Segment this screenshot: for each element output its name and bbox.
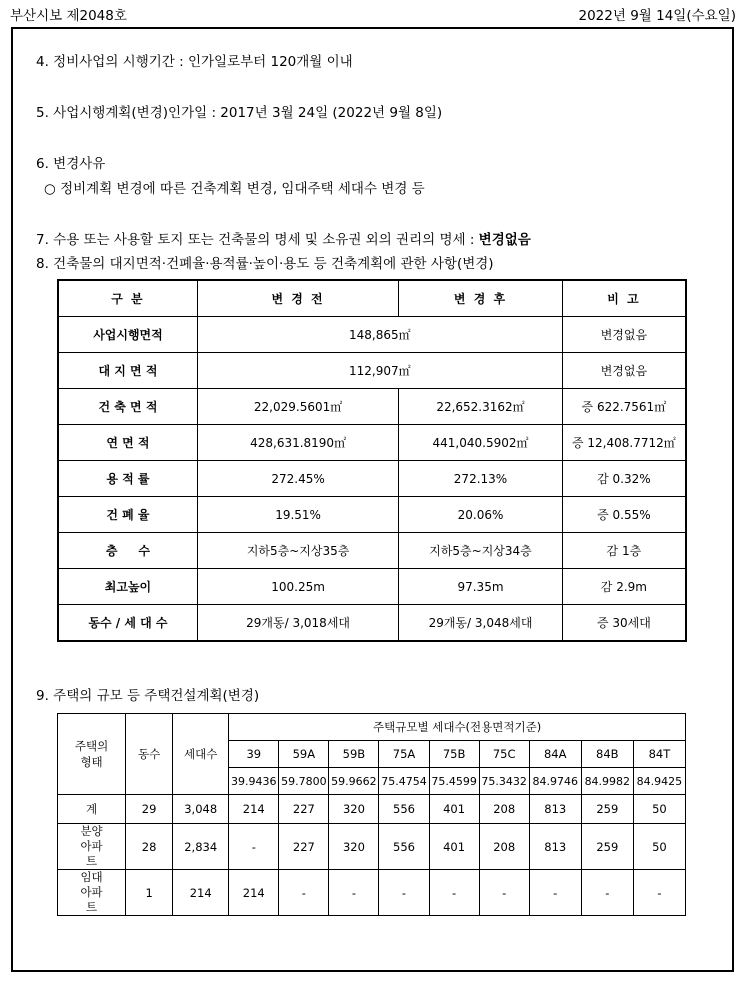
note-cell: 변경없음	[562, 317, 686, 353]
count-cell: 259	[581, 795, 633, 824]
row-label: 건 폐 율	[58, 497, 197, 533]
note-cell: 증 30세대	[562, 605, 686, 642]
units-cell: 2,834	[173, 824, 229, 870]
count-cell: 214	[229, 870, 279, 916]
count-cell: 320	[329, 824, 379, 870]
housing-plan-table	[57, 713, 686, 916]
note-cell: 감 1층	[562, 533, 686, 569]
type-header: 주택의 형태	[58, 714, 126, 795]
area-value: 75.4754	[379, 768, 429, 795]
count-cell: 208	[479, 795, 529, 824]
size-type: 39	[229, 741, 279, 768]
item-7-text: 7. 수용 또는 사용할 토지 또는 건축물의 명세 및 소유권 외의 권리의 명세 :	[36, 232, 475, 248]
row-label: 사업시행면적	[58, 317, 197, 353]
count-cell: 813	[529, 795, 581, 824]
count-cell: 50	[633, 824, 685, 870]
count-cell: 214	[229, 795, 279, 824]
table-row	[58, 870, 686, 916]
area-value: 75.4599	[429, 768, 479, 795]
count-cell: 401	[429, 824, 479, 870]
area-value: 84.9982	[581, 768, 633, 795]
col-header-note: 비 고	[562, 280, 686, 317]
after-cell: 29개동/ 3,048세대	[399, 605, 563, 642]
bulletin-date: 2022년 9월 14일(수요일)	[578, 8, 736, 24]
row-label: 최고높이	[58, 569, 197, 605]
table-row	[58, 461, 686, 497]
area-value: 59.9662	[329, 768, 379, 795]
size-type: 84A	[529, 741, 581, 768]
item-5: 5. 사업시행계획(변경)인가일 : 2017년 3월 24일 (2022년 9월 8일)	[36, 105, 443, 121]
group-header-row	[58, 714, 686, 741]
before-cell: 100.25m	[197, 569, 398, 605]
table-row	[58, 317, 686, 353]
count-cell: -	[379, 870, 429, 916]
note-cell: 증 622.7561㎡	[562, 389, 686, 425]
count-cell: 50	[633, 795, 685, 824]
count-cell: 259	[581, 824, 633, 870]
table-row	[58, 824, 686, 870]
units-cell: 214	[173, 870, 229, 916]
count-cell: 813	[529, 824, 581, 870]
row-label: 계	[58, 795, 126, 824]
units-cell: 3,048	[173, 795, 229, 824]
count-cell: -	[581, 870, 633, 916]
merged-value: 112,907㎡	[197, 353, 562, 389]
count-cell: 401	[429, 795, 479, 824]
note-cell: 변경없음	[562, 353, 686, 389]
after-cell: 20.06%	[399, 497, 563, 533]
before-cell: 272.45%	[197, 461, 398, 497]
table-row	[58, 497, 686, 533]
col-header-category: 구 분	[58, 280, 197, 317]
table-row	[58, 795, 686, 824]
row-label: 용 적 률	[58, 461, 197, 497]
table-header-row	[58, 280, 686, 317]
count-cell: 556	[379, 795, 429, 824]
size-type: 75B	[429, 741, 479, 768]
table-row	[58, 389, 686, 425]
count-cell: 208	[479, 824, 529, 870]
note-cell: 감 2.9m	[562, 569, 686, 605]
size-type: 84B	[581, 741, 633, 768]
units-header: 세대수	[173, 714, 229, 795]
item-9: 9. 주택의 규모 등 주택건설계획(변경)	[36, 688, 260, 704]
merged-value: 148,865㎡	[197, 317, 562, 353]
count-cell: -	[329, 870, 379, 916]
after-cell: 272.13%	[399, 461, 563, 497]
after-cell: 지하5층~지상34층	[399, 533, 563, 569]
dong-cell: 29	[126, 795, 173, 824]
area-value: 39.9436	[229, 768, 279, 795]
count-cell: 227	[279, 824, 329, 870]
count-cell: -	[229, 824, 279, 870]
row-label: 동수 / 세 대 수	[58, 605, 197, 642]
note-cell: 증 12,408.7712㎡	[562, 425, 686, 461]
item-7	[36, 228, 531, 248]
area-value: 84.9425	[633, 768, 685, 795]
size-type: 59B	[329, 741, 379, 768]
after-cell: 22,652.3162㎡	[399, 389, 563, 425]
count-cell: -	[429, 870, 479, 916]
note-cell: 감 0.32%	[562, 461, 686, 497]
row-label: 층 수	[58, 533, 197, 569]
count-cell: -	[279, 870, 329, 916]
count-cell: 227	[279, 795, 329, 824]
count-cell: -	[529, 870, 581, 916]
count-cell: 556	[379, 824, 429, 870]
table-row	[58, 353, 686, 389]
before-cell: 428,631.8190㎡	[197, 425, 398, 461]
count-cell: 320	[329, 795, 379, 824]
after-cell: 441,040.5902㎡	[399, 425, 563, 461]
size-type: 75C	[479, 741, 529, 768]
area-value: 59.7800	[279, 768, 329, 795]
before-cell: 19.51%	[197, 497, 398, 533]
area-value: 84.9746	[529, 768, 581, 795]
table-row	[58, 425, 686, 461]
item-7-value: 변경없음	[478, 232, 531, 248]
before-cell: 22,029.5601㎡	[197, 389, 398, 425]
before-cell: 지하5층~지상35층	[197, 533, 398, 569]
bulletin-issue: 부산시보 제2048호	[10, 8, 127, 24]
after-cell: 97.35m	[399, 569, 563, 605]
row-label: 대 지 면 적	[58, 353, 197, 389]
row-label: 건 축 면 적	[58, 389, 197, 425]
count-cell: -	[479, 870, 529, 916]
size-group-header: 주택규모별 세대수(전용면적기준)	[229, 714, 686, 741]
size-type: 59A	[279, 741, 329, 768]
item-6-reason: ○ 정비계획 변경에 따른 건축계획 변경, 임대주택 세대수 변경 등	[44, 181, 425, 197]
item-4: 4. 정비사업의 시행기간 : 인가일로부터 120개월 이내	[36, 54, 353, 70]
before-cell: 29개동/ 3,018세대	[197, 605, 398, 642]
area-value: 75.3432	[479, 768, 529, 795]
col-header-after: 변 경 후	[399, 280, 563, 317]
item-6: 6. 변경사유	[36, 156, 106, 172]
row-label: 분양 아파트	[58, 824, 126, 870]
count-cell: -	[633, 870, 685, 916]
row-label: 연 면 적	[58, 425, 197, 461]
note-cell: 증 0.55%	[562, 497, 686, 533]
col-header-before: 변 경 전	[197, 280, 398, 317]
size-type: 84T	[633, 741, 685, 768]
item-8: 8. 건축물의 대지면적·건폐율·용적률·높이·용도 등 건축계획에 관한 사항(변경)	[36, 256, 494, 272]
table-row	[58, 533, 686, 569]
row-label: 임대 아파트	[58, 870, 126, 916]
dong-cell: 28	[126, 824, 173, 870]
table-row	[58, 569, 686, 605]
dong-header: 동수	[126, 714, 173, 795]
table-row	[58, 605, 686, 642]
size-type: 75A	[379, 741, 429, 768]
dong-cell: 1	[126, 870, 173, 916]
building-plan-table	[57, 279, 687, 642]
